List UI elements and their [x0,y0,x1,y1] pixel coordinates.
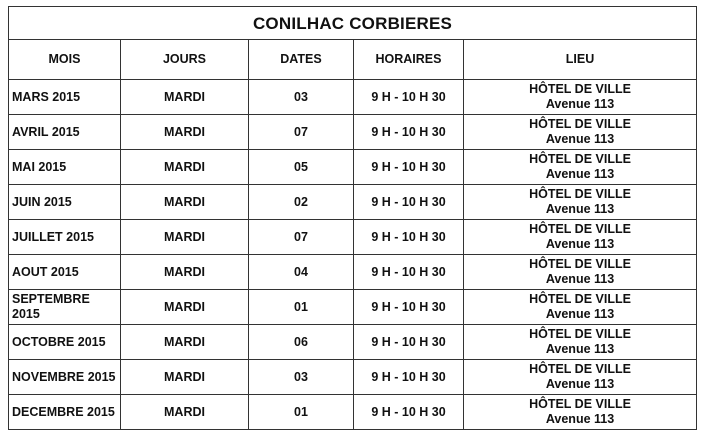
lieu-venue: HÔTEL DE VILLE [529,257,631,271]
cell-horaire: 9 H - 10 H 30 [354,290,464,325]
cell-mois: AVRIL 2015 [9,115,121,150]
lieu-venue: HÔTEL DE VILLE [529,82,631,96]
cell-jour: MARDI [121,80,249,115]
cell-lieu [464,80,697,115]
schedule-table [8,6,697,430]
lieu-venue: HÔTEL DE VILLE [529,187,631,201]
cell-horaire: 9 H - 10 H 30 [354,325,464,360]
cell-horaire: 9 H - 10 H 30 [354,185,464,220]
cell-mois: NOVEMBRE 2015 [9,360,121,395]
cell-jour: MARDI [121,255,249,290]
table-row [9,255,697,290]
cell-date: 03 [249,360,354,395]
table-row [9,185,697,220]
cell-date: 05 [249,150,354,185]
lieu-venue: HÔTEL DE VILLE [529,397,631,411]
cell-lieu [464,220,697,255]
cell-lieu [464,150,697,185]
lieu-venue: HÔTEL DE VILLE [529,292,631,306]
page-title: CONILHAC CORBIERES [9,7,697,40]
cell-date: 03 [249,80,354,115]
lieu-address: Avenue 113 [545,167,615,181]
lieu-address: Avenue 113 [545,412,615,426]
cell-horaire: 9 H - 10 H 30 [354,220,464,255]
cell-lieu [464,395,697,430]
cell-mois: OCTOBRE 2015 [9,325,121,360]
cell-date: 06 [249,325,354,360]
cell-mois: SEPTEMBRE 2015 [9,290,121,325]
cell-mois: MARS 2015 [9,80,121,115]
lieu-address: Avenue 113 [545,202,615,216]
cell-mois: MAI 2015 [9,150,121,185]
lieu-address: Avenue 113 [545,132,615,146]
table-row [9,325,697,360]
cell-jour: MARDI [121,220,249,255]
cell-lieu [464,325,697,360]
schedule-document [8,6,696,438]
table-row [9,395,697,430]
cell-jour: MARDI [121,115,249,150]
cell-horaire: 9 H - 10 H 30 [354,255,464,290]
lieu-address: Avenue 113 [545,377,615,391]
lieu-venue: HÔTEL DE VILLE [529,222,631,236]
lieu-address: Avenue 113 [545,97,615,111]
cell-horaire: 9 H - 10 H 30 [354,115,464,150]
cell-date: 07 [249,220,354,255]
cell-jour: MARDI [121,290,249,325]
cell-jour: MARDI [121,325,249,360]
cell-horaire: 9 H - 10 H 30 [354,150,464,185]
cell-lieu [464,255,697,290]
lieu-venue: HÔTEL DE VILLE [529,362,631,376]
table-row [9,220,697,255]
table-row [9,360,697,395]
cell-date: 01 [249,395,354,430]
cell-date: 02 [249,185,354,220]
cell-horaire: 9 H - 10 H 30 [354,80,464,115]
cell-horaire: 9 H - 10 H 30 [354,360,464,395]
cell-date: 04 [249,255,354,290]
lieu-venue: HÔTEL DE VILLE [529,327,631,341]
cell-jour: MARDI [121,150,249,185]
table-row [9,80,697,115]
lieu-address: Avenue 113 [545,237,615,251]
column-header-lieu: LIEU [464,40,697,80]
cell-mois: DECEMBRE 2015 [9,395,121,430]
lieu-venue: HÔTEL DE VILLE [529,152,631,166]
cell-lieu [464,185,697,220]
cell-jour: MARDI [121,360,249,395]
column-header-jours: JOURS [121,40,249,80]
cell-lieu [464,115,697,150]
cell-mois: JUILLET 2015 [9,220,121,255]
cell-horaire: 9 H - 10 H 30 [354,395,464,430]
column-header-horaires: HORAIRES [354,40,464,80]
cell-mois: AOUT 2015 [9,255,121,290]
table-row [9,290,697,325]
column-header-mois: MOIS [9,40,121,80]
table-header-row [9,40,697,80]
cell-mois: JUIN 2015 [9,185,121,220]
cell-lieu [464,360,697,395]
table-row [9,115,697,150]
lieu-address: Avenue 113 [545,307,615,321]
cell-jour: MARDI [121,395,249,430]
cell-lieu [464,290,697,325]
column-header-dates: DATES [249,40,354,80]
cell-date: 01 [249,290,354,325]
lieu-venue: HÔTEL DE VILLE [529,117,631,131]
lieu-address: Avenue 113 [545,272,615,286]
lieu-address: Avenue 113 [545,342,615,356]
cell-date: 07 [249,115,354,150]
table-row [9,150,697,185]
cell-jour: MARDI [121,185,249,220]
